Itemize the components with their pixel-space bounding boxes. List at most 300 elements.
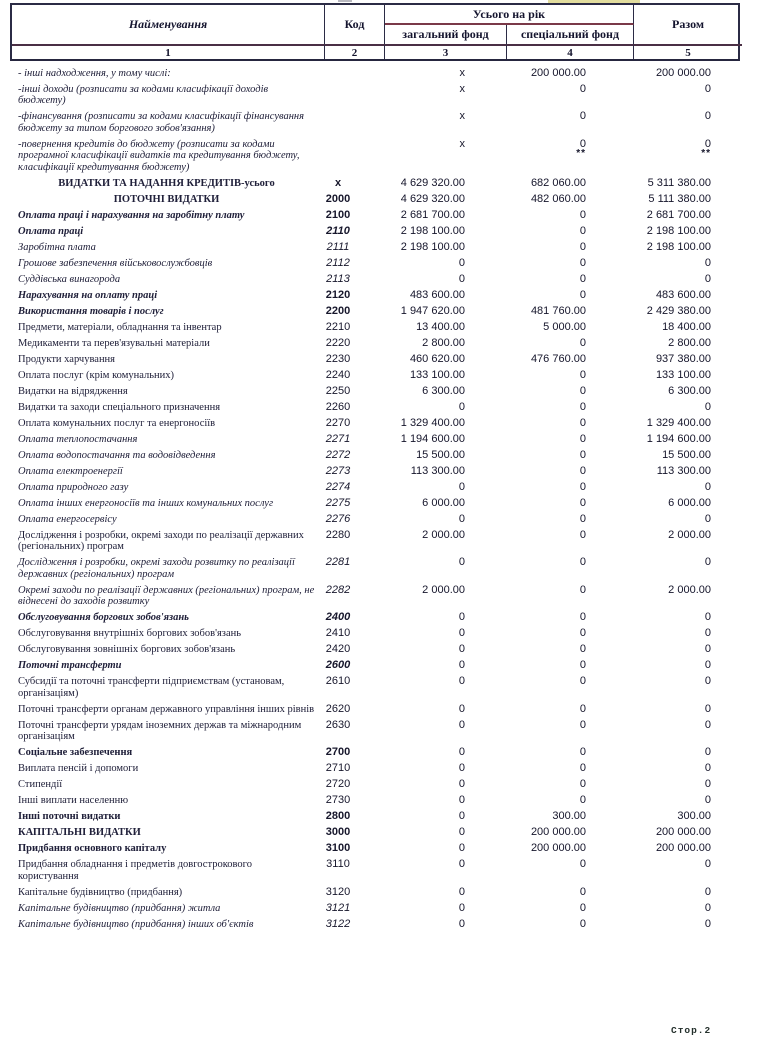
general-fund-cell (383, 859, 505, 871)
table-row (10, 555, 740, 583)
general-fund-cell (383, 338, 505, 350)
name-cell: Продукти харчування (18, 353, 116, 365)
total-cell (632, 720, 740, 732)
special-fund-cell (505, 354, 632, 366)
column-header-total: Разом (671, 17, 705, 31)
table-row (10, 610, 740, 626)
special-fund-value: 476 760.00 (530, 352, 586, 365)
total-value: 0 (704, 400, 711, 413)
general-fund-value: 0 (458, 842, 465, 854)
special-fund-cell (505, 644, 632, 656)
name-cell: Грошове забезпечення військовослужбовців (18, 257, 213, 269)
special-fund-value: 481 760.00 (530, 304, 586, 317)
total-cell (632, 434, 740, 446)
code-cell: 3122 (325, 917, 351, 930)
special-fund-cell (505, 585, 632, 597)
table-row (10, 884, 740, 900)
total-value: 0 (704, 762, 711, 774)
total-cell (632, 887, 740, 899)
total-cell (632, 676, 740, 688)
code-cell: 2420 (325, 643, 351, 655)
special-fund-value: 0 (579, 556, 586, 568)
name-cell: Обслуговування внутрішніх боргових зобов'язань (18, 628, 242, 639)
code-cell: 2230 (325, 352, 351, 365)
total-value: 6 000.00 (668, 496, 711, 509)
special-fund-value: 0 (579, 240, 586, 253)
special-fund-value: 0 (579, 702, 586, 715)
name-cell: Субсидії та поточні трансферти підприємствам (установам, організаціям) (18, 676, 285, 699)
code-cell: 2276 (325, 512, 351, 525)
code-cell: 2120 (325, 288, 351, 301)
total-cell (632, 386, 740, 398)
total-cell (632, 290, 740, 302)
general-fund-cell (383, 660, 505, 672)
special-fund-value: 0 (579, 224, 586, 237)
general-fund-cell (383, 68, 505, 80)
special-fund-value: 0 (579, 208, 586, 221)
total-value: 0 (704, 137, 711, 150)
special-fund-value: 0 (579, 400, 586, 413)
special-fund-cell (505, 194, 632, 206)
table-row (10, 351, 740, 367)
special-fund-value: 0 (579, 336, 586, 349)
general-fund-value: x (459, 82, 465, 95)
special-fund-value: 0 (579, 368, 586, 381)
total-cell (632, 514, 740, 526)
total-value: 0 (704, 643, 711, 655)
special-fund-cell (505, 704, 632, 716)
total-cell (632, 402, 740, 414)
column-number-4: 4 (507, 44, 634, 59)
table-row (10, 319, 740, 335)
general-fund-cell (383, 676, 505, 688)
special-fund-cell (505, 612, 632, 624)
total-value: 1 194 600.00 (646, 432, 711, 445)
table-row (10, 287, 740, 303)
name-cell: Заробітна плата (18, 241, 96, 253)
total-cell (632, 827, 740, 839)
code-cell: 2110 (326, 224, 350, 237)
name-cell: Капітальне будівництво (придбання) житла (18, 902, 221, 914)
name-cell: Оплата комунальних послуг та енергоносіїв (18, 417, 216, 429)
general-fund-value: 0 (458, 611, 465, 623)
total-value: 5 311 380.00 (647, 176, 711, 189)
general-fund-value: 113 300.00 (410, 464, 465, 477)
total-cell (632, 530, 740, 542)
total-value: 0 (704, 885, 711, 898)
special-fund-cell (505, 466, 632, 478)
special-fund-value: 0 (579, 272, 586, 285)
special-fund-value: 0 (579, 288, 586, 301)
general-fund-value: 0 (458, 746, 465, 758)
total-value: 0 (704, 110, 711, 122)
table-row (10, 399, 740, 415)
total-value: 2 198 100.00 (646, 240, 711, 253)
code-cell: 2400 (325, 611, 351, 623)
special-fund-value: 0 (579, 464, 586, 477)
general-fund-value: 0 (458, 627, 465, 639)
total-cell (632, 370, 740, 382)
code-cell: 2274 (325, 480, 351, 493)
name-cell: Видатки та заходи спеціального призначення (18, 401, 221, 413)
code-cell: 2113 (326, 272, 350, 285)
special-fund-cell (505, 338, 632, 350)
general-fund-value: 4 629 320.00 (400, 192, 465, 205)
special-fund-cell (505, 274, 632, 286)
total-cell (632, 178, 740, 190)
general-fund-cell (383, 887, 505, 899)
special-fund-cell (505, 859, 632, 871)
special-fund-cell (505, 795, 632, 807)
special-fund-cell (505, 210, 632, 222)
special-fund-cell (505, 178, 632, 190)
code-cell: 2240 (325, 368, 351, 381)
name-cell: Капітальне будівництво (придбання) (18, 886, 183, 898)
table-row (10, 415, 740, 431)
special-fund-cell (505, 660, 632, 672)
table-row (10, 900, 740, 916)
name-cell: Придбання обладнання і предметів довгострокового користування (18, 859, 252, 882)
total-value: 2 000.00 (668, 528, 711, 541)
special-fund-value: 0 (579, 762, 586, 774)
special-fund-cell (505, 843, 632, 855)
table-body (10, 65, 740, 932)
general-fund-cell (383, 274, 505, 286)
total-cell (632, 628, 740, 640)
general-fund-value: 2 681 700.00 (400, 208, 465, 221)
general-fund-value: 0 (458, 643, 465, 655)
special-fund-cell (505, 628, 632, 640)
special-fund-cell (505, 498, 632, 510)
name-cell: Окремі заходи по реалізації державних (регіональних) програм, не віднесені до заходів розвитку (18, 584, 315, 607)
general-fund-cell (383, 704, 505, 716)
code-cell: 2700 (325, 746, 351, 758)
special-fund-value: 0 (579, 885, 586, 898)
special-fund-value: 0 (579, 778, 586, 790)
general-fund-cell (383, 747, 505, 759)
total-cell (632, 322, 740, 334)
code-cell: 3110 (326, 858, 350, 870)
name-cell: Оплата праці і нарахування на заробітну плату (18, 209, 245, 221)
column-header-code: Код (325, 5, 385, 44)
name-cell: Суддівська винагорода (18, 273, 121, 285)
special-fund-value: 5 000.00 (543, 320, 586, 333)
total-cell (632, 919, 740, 931)
table-row (10, 626, 740, 642)
total-cell (632, 612, 740, 624)
table-row (10, 109, 740, 137)
name-cell: Оплата природного газу (18, 481, 129, 493)
name-cell: - інші надходження, у тому числі: (18, 67, 171, 79)
total-value: 0 (704, 746, 711, 758)
general-fund-value: 133 100.00 (409, 368, 465, 381)
code-cell: 2111 (326, 240, 350, 253)
total-cell (632, 466, 740, 478)
name-cell: ПОТОЧНІ ВИДАТКИ (113, 193, 220, 205)
total-cell (632, 194, 740, 206)
general-fund-value: 2 198 100.00 (400, 224, 465, 237)
general-fund-cell (383, 178, 505, 190)
total-cell (632, 747, 740, 759)
total-value: 0 (704, 556, 711, 568)
name-cell: -фінансування (розписати за кодами класифікації фінансування бюджету за типом боргового зобов'язання) (18, 111, 305, 134)
special-fund-value: 200 000.00 (530, 842, 586, 854)
general-fund-cell (383, 84, 505, 96)
special-fund-cell (505, 258, 632, 270)
column-number-1: 1 (12, 44, 325, 59)
name-cell: Соціальне забезпечення (18, 747, 133, 758)
general-fund-cell (383, 514, 505, 526)
total-value: 937 380.00 (655, 352, 711, 365)
code-cell: 2260 (325, 400, 351, 413)
total-value: 0 (704, 702, 711, 715)
page-number: Стор.2 (671, 1025, 712, 1036)
special-fund-cell (505, 747, 632, 759)
table-row (10, 642, 740, 658)
special-fund-value: 0 (579, 643, 586, 655)
general-fund-value: 2 198 100.00 (400, 240, 465, 253)
total-cell (632, 482, 740, 494)
total-cell (632, 644, 740, 656)
general-fund-value: 0 (458, 400, 465, 413)
special-fund-cell (505, 242, 632, 254)
special-fund-value: 0 (579, 480, 586, 493)
total-value: 0 (704, 718, 711, 731)
code-cell: 2720 (325, 778, 351, 790)
general-fund-cell (383, 585, 505, 597)
code-cell: 2281 (325, 556, 351, 568)
general-fund-cell (383, 628, 505, 640)
name-cell: Предмети, матеріали, обладнання та інвентар (18, 321, 222, 333)
column-number-5: 5 (634, 44, 742, 59)
code-cell: 2250 (325, 384, 351, 397)
special-fund-cell (505, 811, 632, 823)
general-fund-value: x (459, 137, 465, 150)
code-cell: 2200 (325, 304, 351, 317)
code-cell: 2410 (325, 627, 351, 639)
special-fund-value: 0 (579, 384, 586, 397)
total-value: 113 300.00 (656, 464, 711, 477)
general-fund-value: 0 (458, 718, 465, 731)
name-cell: Придбання основного капіталу (18, 843, 167, 854)
general-fund-value: 0 (458, 556, 465, 568)
special-fund-value: 0 (579, 675, 586, 687)
code-cell: 2610 (325, 675, 351, 687)
special-fund-value: 0 (579, 137, 586, 150)
special-fund-cell (505, 530, 632, 542)
total-value: 0 (704, 901, 711, 914)
total-cell (632, 84, 740, 96)
total-value: 2 800.00 (668, 336, 711, 349)
table-row (10, 701, 740, 717)
special-fund-cell (505, 887, 632, 899)
special-fund-cell (505, 779, 632, 791)
name-cell: Видатки на відрядження (18, 385, 128, 397)
general-fund-cell (383, 370, 505, 382)
special-fund-cell: 0 ** (505, 139, 632, 159)
total-cell (632, 779, 740, 791)
special-fund-cell (505, 827, 632, 839)
name-cell: Інші поточні видатки (18, 811, 121, 822)
special-fund-value: 0 (579, 659, 586, 671)
special-fund-value: 0 (579, 917, 586, 930)
code-cell: 2210 (325, 320, 351, 333)
special-fund-cell (505, 68, 632, 80)
table-row (10, 495, 740, 511)
total-value: 200 000.00 (655, 826, 711, 838)
general-fund-cell (383, 811, 505, 823)
column-number-2: 2 (325, 44, 385, 59)
special-fund-value: 0 (579, 627, 586, 639)
special-fund-cell (505, 418, 632, 430)
total-value: 200 000.00 (655, 66, 711, 79)
total-value: 0 (704, 627, 711, 639)
general-fund-value: 4 629 320.00 (400, 176, 465, 189)
general-fund-value: 2 000.00 (422, 528, 465, 541)
special-fund-cell (505, 763, 632, 775)
special-fund-cell (505, 720, 632, 732)
special-fund-value: 0 (579, 110, 586, 122)
general-fund-value: 0 (458, 826, 465, 838)
name-cell: Обслуговування зовнішніх боргових зобов'язань (18, 644, 236, 655)
general-fund-value: 0 (458, 659, 465, 671)
total-cell (632, 354, 740, 366)
total-cell (632, 111, 740, 123)
special-fund-cell (505, 557, 632, 569)
general-fund-value: 0 (458, 256, 465, 269)
total-value: 0 (704, 917, 711, 930)
code-cell: 2100 (325, 208, 351, 221)
special-fund-cell (505, 322, 632, 334)
code-cell: 2000 (325, 192, 351, 205)
total-value: 0 (704, 659, 711, 671)
table-row (10, 223, 740, 239)
special-fund-value: 0 (579, 448, 586, 461)
general-fund-value: 0 (458, 675, 465, 687)
total-value: 0 (704, 256, 711, 269)
code-cell: 2271 (325, 432, 351, 445)
table-row (10, 916, 740, 932)
general-fund-cell (383, 466, 505, 478)
general-fund-value: 0 (458, 810, 465, 822)
special-fund-cell (505, 111, 632, 123)
general-fund-cell (383, 557, 505, 569)
special-fund-cell (505, 386, 632, 398)
name-cell: Дослідження і розробки, окремі заходи по реалізації державних (регіональних) програм (18, 529, 304, 552)
name-cell: Виплата пенсій і допомоги (18, 763, 139, 774)
name-cell: Нарахування на оплату праці (18, 289, 158, 301)
total-cell (632, 704, 740, 716)
total-value: 483 600.00 (655, 288, 711, 301)
general-fund-value: 1 947 620.00 (400, 304, 465, 317)
code-cell: 2275 (325, 496, 351, 509)
general-fund-cell (383, 827, 505, 839)
table-row (10, 777, 740, 793)
code-cell: 2273 (325, 464, 351, 477)
total-cell (632, 843, 740, 855)
name-cell: Дослідження і розробки, окремі заходи розвитку по реалізації державних (регіональних) програм (18, 557, 295, 580)
total-cell (632, 660, 740, 672)
total-value: 0 (704, 675, 711, 687)
code-cell: 2270 (325, 416, 351, 429)
special-fund-cell (505, 306, 632, 318)
total-cell (632, 226, 740, 238)
total-value: 300.00 (677, 810, 711, 822)
name-cell: Оплата енергосервісу (18, 513, 117, 525)
general-fund-value: 6 000.00 (422, 496, 465, 509)
total-value: 0 (704, 480, 711, 493)
total-cell (632, 795, 740, 807)
general-fund-cell (383, 290, 505, 302)
total-cell (632, 306, 740, 318)
code-cell: 2600 (325, 659, 351, 671)
table-row (10, 255, 740, 271)
total-value: 0 (704, 611, 711, 623)
general-fund-cell (383, 434, 505, 446)
table-row (10, 479, 740, 495)
table-row (10, 136, 740, 175)
total-cell (632, 338, 740, 350)
special-fund-value: 200 000.00 (530, 826, 586, 838)
scan-artifact (338, 0, 352, 2)
total-value: 2 000.00 (668, 583, 711, 596)
general-fund-value: 0 (458, 702, 465, 715)
table-row (10, 303, 740, 319)
total-value: 15 500.00 (662, 448, 711, 461)
column-header-name: Найменування (12, 5, 325, 44)
name-cell: Використання товарів і послуг (18, 305, 164, 317)
table-row (10, 367, 740, 383)
total-value: 0 (704, 858, 711, 870)
special-fund-value: 0 (579, 794, 586, 806)
special-fund-cell (505, 919, 632, 931)
table-row (10, 717, 740, 745)
name-cell: Оплата електроенергії (18, 465, 123, 477)
special-fund-cell (505, 370, 632, 382)
total-cell (632, 210, 740, 222)
column-header-special-fund: спеціальний фонд (507, 25, 634, 44)
general-fund-value: x (459, 66, 465, 79)
total-cell (632, 258, 740, 270)
name-cell: Оплата інших енергоносіїв та інших комунальних послуг (18, 497, 274, 509)
special-fund-value: 482 060.00 (530, 192, 586, 205)
total-value: 0 (704, 794, 711, 806)
table-row (10, 793, 740, 809)
table-row (10, 65, 740, 81)
special-fund-cell (505, 226, 632, 238)
total-value: 18 400.00 (662, 320, 711, 333)
total-value: 0 (704, 82, 711, 95)
general-fund-value: 0 (458, 512, 465, 525)
column-header-general-fund: загальний фонд (385, 25, 507, 44)
general-fund-value: 1 194 600.00 (400, 432, 465, 445)
general-fund-cell (383, 482, 505, 494)
general-fund-value: 0 (458, 762, 465, 774)
general-fund-cell (383, 795, 505, 807)
general-fund-value: 0 (458, 778, 465, 790)
general-fund-cell (383, 903, 505, 915)
total-value: 2 681 700.00 (646, 208, 711, 221)
special-fund-value: 200 000.00 (530, 66, 586, 79)
general-fund-value: 0 (458, 480, 465, 493)
general-fund-cell (383, 210, 505, 222)
table-row (10, 761, 740, 777)
general-fund-value: 460 620.00 (409, 352, 465, 365)
special-fund-value: 0 (579, 718, 586, 731)
table-row (10, 745, 740, 761)
table-header (10, 3, 740, 61)
general-fund-value: x (459, 110, 465, 122)
